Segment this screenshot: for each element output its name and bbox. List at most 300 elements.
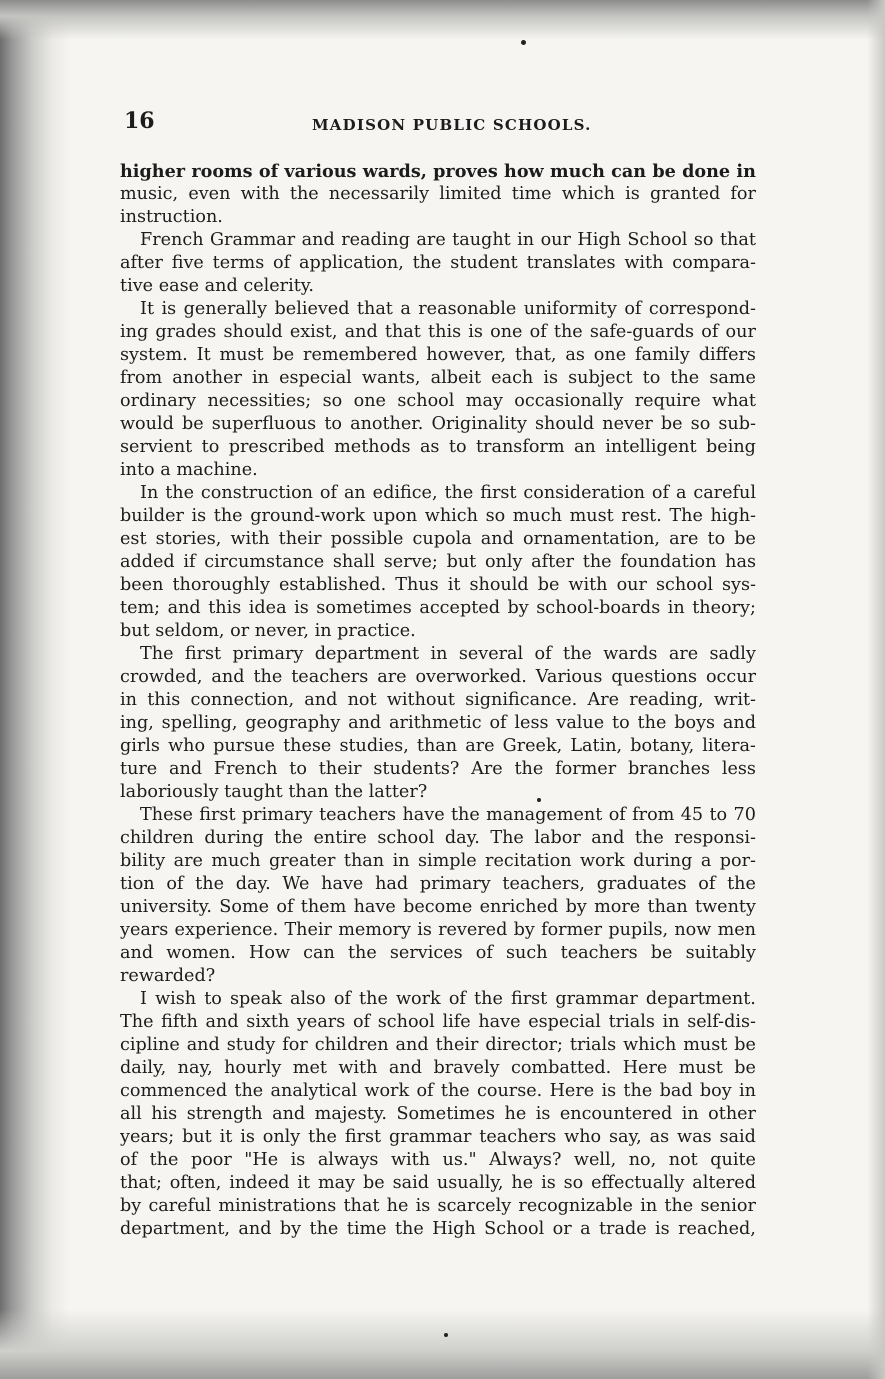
word: so [693,230,714,250]
text-line [120,1218,756,1241]
word: "He [244,1150,279,1170]
word: The [490,828,524,848]
word: simple [417,851,477,871]
page-left-edge-shadow [0,0,70,1379]
word: this [147,690,181,710]
word: How [249,943,291,963]
word: generally [183,299,268,319]
word: time [511,184,552,204]
word: and [167,598,201,618]
word: to [289,759,307,779]
word: be [181,414,204,434]
word: a [675,483,687,503]
word: primary [232,644,304,664]
word: with [230,529,270,549]
word: with [240,184,280,204]
word: trade [598,1219,647,1239]
word: in [314,621,332,641]
word: enriched [479,897,559,917]
word: but [182,1127,212,1147]
word: their [435,1035,479,1055]
word: poor [190,1150,232,1170]
word: not [668,1150,698,1170]
word: time [346,1219,387,1239]
word: first [480,483,517,503]
word: of [489,713,507,733]
word: be [734,1035,756,1055]
word: and [591,828,625,848]
word: than [343,851,385,871]
word: that; [120,1173,162,1193]
word: is [625,184,640,204]
page-header [124,108,752,138]
word: shall [332,552,376,572]
word: and [211,667,245,687]
word: without [386,690,455,710]
word: each [491,368,534,388]
word: is [601,1081,617,1101]
word: stories, [155,529,222,549]
word: graduates [596,874,687,894]
word: more [594,897,641,917]
word: is [294,598,309,618]
word: the [623,1081,653,1101]
word: reading [341,230,410,250]
word: that [343,1196,380,1216]
word: years; [120,1127,175,1147]
word: litera- [702,736,756,756]
word: overworked. [415,667,527,687]
word: to [324,414,342,434]
word: be [272,345,295,365]
word: correspond- [648,299,756,319]
word: are [377,667,407,687]
word: reading, [629,690,704,710]
word: require [634,391,701,411]
word: sub- [718,414,756,434]
word: course. [477,1081,543,1101]
word: rewarded? [120,966,216,986]
word: that, [514,345,557,365]
word: only [484,552,523,572]
word: foundation [620,552,717,572]
word: school [377,1012,435,1032]
word: be [650,943,673,963]
word: combatted. [510,1058,612,1078]
word: bility [120,851,166,871]
word: for [730,184,756,204]
word: teachers [479,1127,557,1147]
word: the [347,943,377,963]
word: is [541,1173,556,1193]
word: suitably [685,943,756,963]
word: our [616,575,647,595]
word: be [734,1058,756,1078]
word: is [543,368,559,388]
word: have [478,1012,521,1032]
word: These [140,805,193,825]
word: student [450,253,518,273]
text-line [120,873,756,896]
text-line [120,252,756,275]
word: of [273,253,291,273]
word: various [284,161,357,182]
text-line [120,551,756,574]
word: studies, [339,736,409,756]
word: grades [155,322,217,342]
text-line [120,160,756,183]
word: the [309,1219,339,1239]
word: altered [692,1173,756,1193]
word: become [403,897,473,917]
word: the [727,874,756,894]
word: encountered [559,1104,673,1124]
word: methods [334,437,411,457]
word: has [725,552,756,572]
word: was [677,1127,712,1147]
word: of [416,1081,434,1101]
word: reasonable [418,299,517,319]
text-line [120,1103,756,1126]
word: after [531,552,575,572]
word: even [188,184,231,204]
word: primary [241,805,313,825]
word: in [739,1081,756,1101]
word: and [205,1012,239,1032]
word: construction [200,483,314,503]
word: work [395,989,441,1009]
word: School [484,1219,545,1239]
word: of [475,943,493,963]
word: bad [659,1081,693,1101]
word: entire [313,828,367,848]
word: Are [587,690,620,710]
word: recitation [485,851,572,871]
word: one [353,391,386,411]
word: machine. [176,460,258,480]
word: their [318,759,362,779]
word: the [637,713,667,733]
word: senior [700,1196,756,1216]
word: is [417,920,432,940]
word: must [683,1035,728,1055]
word: of [701,322,719,342]
word: sys- [722,575,756,595]
word: it [447,575,461,595]
text-line [120,505,756,528]
word: their [278,529,322,549]
word: and [301,230,335,250]
word: which [561,184,615,204]
word: should [469,575,529,595]
word: terms [212,253,265,273]
word: responsi- [674,828,756,848]
word: The [669,506,703,526]
word: have [321,874,364,894]
word: grammar [555,989,638,1009]
word: wish [155,989,197,1009]
word: also [289,989,326,1009]
word: is [415,1196,431,1216]
word: often, [169,1173,222,1193]
word: in [517,230,535,250]
word: labor [534,828,581,848]
word: is [535,1104,551,1124]
word: serve; [383,552,438,572]
word: albeit [430,368,482,388]
word: and [120,943,154,963]
word: sadly [709,644,756,664]
word: an [573,437,596,457]
word: remembered [303,345,418,365]
word: can [303,943,335,963]
word: our [725,322,756,342]
word: The [140,644,174,664]
word: greater [268,851,336,871]
ink-speck [521,40,526,45]
paragraph-first-line [120,482,756,505]
word: day. [235,874,271,894]
word: are [668,644,699,664]
word: daily, [120,1058,167,1078]
word: compara- [672,253,756,273]
word: but [120,621,150,641]
word: this [208,598,242,618]
word: French [213,759,278,779]
word: met [292,1058,327,1078]
text-line [120,459,756,482]
word: be [537,575,560,595]
word: higher [120,161,186,182]
word: self-dis- [687,1012,756,1032]
word: geography [245,713,341,733]
word: and [348,713,382,733]
word: that [384,322,421,342]
word: primary [419,874,491,894]
word: and [169,759,203,779]
word: Their [284,920,332,940]
word: Latin, [570,736,623,756]
word: what [712,391,756,411]
word: children [120,828,194,848]
word: he [504,1104,527,1124]
word: the [412,253,442,273]
word: women. [166,943,236,963]
word: by [513,920,535,940]
word: never [602,414,653,434]
text-line [120,574,756,597]
word: the [394,1219,424,1239]
word: who [564,1127,602,1147]
word: pupils, [608,920,669,940]
text-line [120,597,756,620]
word: to [707,529,726,549]
word: Are [471,759,503,779]
word: ground-work [250,506,366,526]
text-line [120,344,756,367]
word: five [171,253,204,273]
text-line [120,367,756,390]
word: so [563,1173,584,1193]
text-line [120,620,756,643]
word: scarcely [437,1196,512,1216]
word: necessarily [328,184,430,204]
word: would [120,414,174,434]
word: revered [438,920,508,940]
word: Thus [395,575,439,595]
word: hourly [224,1058,282,1078]
text-line [120,942,756,965]
word: now [674,920,712,940]
word: can [611,161,647,182]
word: during [204,828,264,848]
word: the [444,483,474,503]
word: services [389,943,463,963]
word: commenced [120,1081,228,1101]
word: that [356,299,393,319]
text-line [120,436,756,459]
word: Some [219,897,270,917]
word: accepted [419,598,500,618]
word: to [642,368,661,388]
word: years [120,920,169,940]
word: the [289,184,319,204]
word: girls [120,736,160,756]
word: experience. [174,920,279,940]
word: and [204,276,238,296]
word: been [120,575,164,595]
word: in [662,1012,680,1032]
word: are [465,736,495,756]
word: if [183,552,196,572]
text-line [120,413,756,436]
text-line [120,183,756,206]
word: intelligent [605,437,697,457]
word: rooms [191,161,253,182]
word: consideration [523,483,646,503]
word: reached, [678,1219,756,1239]
word: tem; [120,598,161,618]
word: and [344,322,378,342]
word: safe-guards [589,322,695,342]
word: the [308,1127,337,1147]
word: family [634,345,690,365]
word: branches [627,759,711,779]
word: are [416,230,446,250]
word: laboriously [120,782,219,802]
word: to [612,713,630,733]
word: study [226,1035,276,1055]
word: of [448,989,466,1009]
word: them [300,897,347,917]
word: the [474,989,503,1009]
word: director; [485,1035,563,1055]
word: department [314,644,420,664]
page-top-edge-shadow [0,0,885,40]
word: sometimes [316,598,412,618]
word: in [640,1196,658,1216]
word: fifth [161,1012,198,1032]
word: questions [611,667,697,687]
word: twenty [695,897,756,917]
word: into [120,460,155,480]
word: in [392,851,410,871]
page-bottom-edge-shadow [0,1309,885,1379]
word: the [334,782,364,802]
word: exist, [289,322,338,342]
word: by [120,1196,142,1216]
word: as [565,345,585,365]
text-line [120,827,756,850]
word: Here [622,1058,668,1078]
word: especial [279,368,352,388]
word: speak [230,989,282,1009]
word: with [390,1150,431,1170]
word: such [505,943,548,963]
word: quite [710,1150,756,1170]
word: much [512,506,562,526]
word: children [314,1035,389,1055]
text-line [120,390,756,413]
text-line [120,965,756,988]
word: crowded, [120,667,203,687]
word: school [397,391,455,411]
word: is [290,1150,306,1170]
word: analytical [270,1081,358,1101]
word: must [678,1058,723,1078]
word: men [717,920,756,940]
word: another [172,368,242,388]
word: former [541,920,603,940]
word: tive [120,276,154,296]
text-line [120,206,756,229]
word: careful [693,483,756,503]
word: of [166,874,184,894]
word: builder [120,506,184,526]
word: must [569,506,614,526]
word: sixth [246,1012,290,1032]
word: the [253,667,283,687]
word: so [485,506,506,526]
word: these [283,736,332,756]
word: be [734,529,756,549]
text-line [120,666,756,689]
word: to [448,437,467,457]
word: thoroughly [172,575,270,595]
word: other [708,1104,756,1124]
word: school-boards [536,598,661,618]
word: of [333,989,351,1009]
word: department. [645,989,756,1009]
word: significance. [465,690,578,710]
word: proves [433,161,498,182]
word: boy [699,1081,732,1101]
paragraph-first-line [120,988,756,1011]
text-line [120,1011,756,1034]
word: ordinary [120,391,197,411]
word: ease [158,276,200,296]
word: necessities; [207,391,312,411]
text-line [120,781,756,804]
word: must [219,345,264,365]
word: said [719,1127,756,1147]
word: the [440,1081,470,1101]
word: less [721,759,756,779]
word: first [344,1127,382,1147]
word: prescribed [228,437,325,457]
word: careful [148,1196,212,1216]
word: the [634,828,664,848]
